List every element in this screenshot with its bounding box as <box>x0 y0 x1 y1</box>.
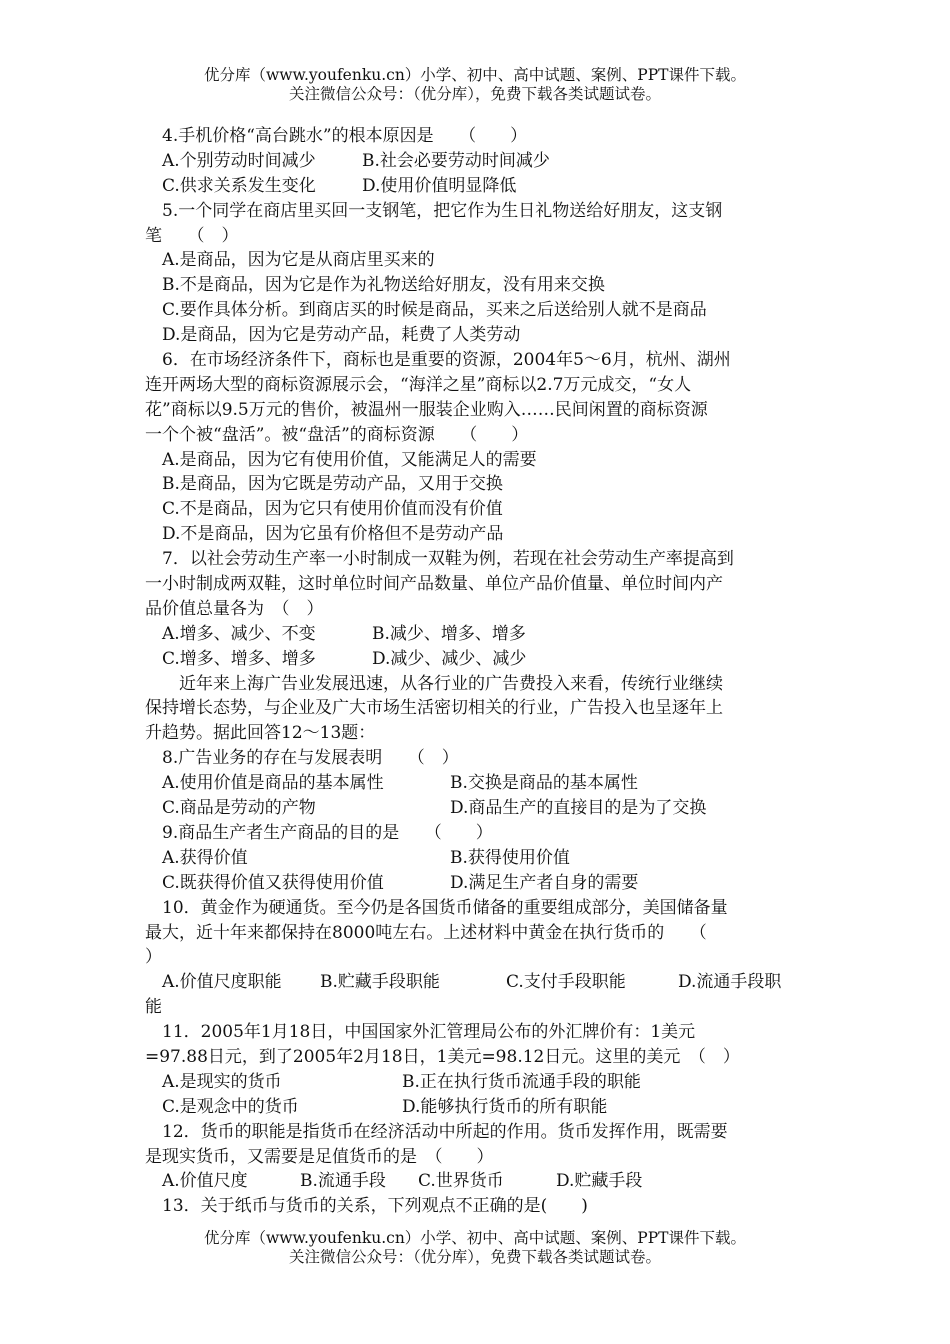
q6-option-d: D.不是商品，因为它虽有价格但不是劳动产品 <box>162 524 504 545</box>
q6-option-c: C.不是商品，因为它只有使用价值而没有价值 <box>162 499 503 520</box>
q10-option-d: D.流通手段职 <box>678 972 782 993</box>
q10-option-b: B.贮藏手段职能 <box>320 972 440 993</box>
q11-option-d: D.能够执行货币的所有职能 <box>402 1096 608 1117</box>
q10-stem-line3: ） <box>145 947 162 968</box>
q8-option-c: C.商品是劳动的产物 <box>162 798 316 819</box>
q7-option-c: C.增多、增多、增多 <box>162 648 316 669</box>
page-header <box>0 66 950 104</box>
q12-option-d: D.贮藏手段 <box>556 1171 643 1192</box>
passage-line3: 升趋势。据此回答12～13题： <box>145 723 376 744</box>
q10-option-a: A.价值尺度职能 <box>162 972 282 993</box>
q9-option-a: A.获得价值 <box>162 847 248 868</box>
passage-line1: 近年来上海广告业发展迅速，从各行业的广告费投入来看，传统行业继续 <box>179 673 723 694</box>
q4-stem: 4.手机价格“高台跳水”的根本原因是 （ ） <box>162 126 528 146</box>
footer-line-2: 关注微信公众号：（优分库），免费下载各类试题试卷。 <box>288 1248 661 1266</box>
q8-stem: 8.广告业务的存在与发展表明 （ ） <box>162 748 459 769</box>
q5-option-b: B.不是商品，因为它是作为礼物送给好朋友，没有用来交换 <box>162 275 605 296</box>
q6-stem-line4: 一个个被“盘活”。被“盘活”的商标资源 （ ） <box>145 424 529 445</box>
q11-options-row2 <box>145 1095 805 1120</box>
footer-line-1: 优分库（www.youfenku.cn）小学、初中、高中试题、案例、PPT课件下载。 <box>203 1229 747 1247</box>
q12-options-row <box>145 1169 805 1194</box>
q12-stem-line2: 是现实货币，又需要是足值货币的是 （ ） <box>145 1146 494 1167</box>
document-body <box>145 124 805 1219</box>
q9-option-b: B.获得使用价值 <box>450 847 570 868</box>
q8-options-row2 <box>145 796 805 821</box>
q13-stem: 13．关于纸币与货币的关系，下列观点不正确的是( ) <box>162 1196 588 1217</box>
q8-option-d: D.商品生产的直接目的是为了交换 <box>450 798 707 819</box>
q6-option-a: A.是商品，因为它有使用价值，又能满足人的需要 <box>162 449 537 470</box>
q11-stem-line1: 11．2005年1月18日，中国国家外汇管理局公布的外汇牌价有：1美元 <box>162 1022 696 1043</box>
q10-option-d-wrap: 能 <box>145 997 162 1018</box>
q12-option-b: B.流通手段 <box>300 1171 386 1192</box>
q4-options-row2 <box>145 174 805 199</box>
q4-option-d: D.使用价值明显降低 <box>362 175 517 196</box>
page-footer <box>0 1229 950 1267</box>
q7-option-b: B.减少、增多、增多 <box>372 623 526 644</box>
q5-stem-line1: 5.一个同学在商店里买回一支钢笔，把它作为生日礼物送给好朋友，这支钢 <box>162 200 723 221</box>
q12-option-c: C.世界货币 <box>418 1171 504 1192</box>
q11-option-c: C.是观念中的货币 <box>162 1096 299 1117</box>
q5-option-d: D.是商品，因为它是劳动产品，耗费了人类劳动 <box>162 325 521 346</box>
q10-stem-line2: 最大，近十年来都保持在8000吨左右。上述材料中黄金在执行货币的 （ <box>145 922 707 943</box>
q7-stem-line3: 品价值总量各为 （ ） <box>145 598 324 619</box>
q10-options-row <box>145 970 805 995</box>
passage-line2: 保持增长态势，与企业及广大市场生活密切相关的行业，广告投入也呈逐年上 <box>145 698 723 719</box>
q4-option-c: C.供求关系发生变化 <box>162 175 316 196</box>
header-line-2: 关注微信公众号：（优分库），免费下载各类试题试卷。 <box>288 85 661 103</box>
q9-option-d: D.满足生产者自身的需要 <box>450 872 639 893</box>
q9-options-row2 <box>145 871 805 896</box>
q10-option-c: C.支付手段职能 <box>506 972 626 993</box>
q8-option-b: B.交换是商品的基本属性 <box>450 773 638 794</box>
q5-stem-line2: 笔 （ ） <box>145 225 239 246</box>
q11-stem-line2: =97.88日元，到了2005年2月18日，1美元=98.12日元。这里的美元 （ ） <box>145 1046 740 1067</box>
q9-options-row1 <box>145 846 805 871</box>
q6-stem-line1: 6．在市场经济条件下，商标也是重要的资源，2004年5～6月，杭州、湖州 <box>162 350 731 371</box>
q9-option-c: C.既获得价值又获得使用价值 <box>162 872 384 893</box>
q4-options-row1 <box>145 149 805 174</box>
q10-stem-line1: 10．黄金作为硬通货。至今仍是各国货币储备的重要组成部分，美国储备量 <box>162 897 728 918</box>
q8-option-a: A.使用价值是商品的基本属性 <box>162 773 384 794</box>
header-line-1: 优分库（www.youfenku.cn）小学、初中、高中试题、案例、PPT课件下载。 <box>203 66 747 84</box>
q7-options-row1 <box>145 622 805 647</box>
q6-option-b: B.是商品，因为它既是劳动产品，又用于交换 <box>162 474 503 495</box>
q5-option-c: C.要作具体分析。到商店买的时候是商品，买来之后送给别人就不是商品 <box>162 300 707 321</box>
q4-option-b: B.社会必要劳动时间减少 <box>362 150 550 171</box>
q6-stem-line2: 连开两场大型的商标资源展示会，“海洋之星”商标以2.7万元成交，“女人 <box>145 374 692 395</box>
q7-stem-line2: 一小时制成两双鞋，这时单位时间产品数量、单位产品价值量、单位时间内产 <box>145 574 723 595</box>
q7-options-row2 <box>145 647 805 672</box>
q5-option-a: A.是商品，因为它是从商店里买来的 <box>162 250 435 271</box>
q4-option-a: A.个别劳动时间减少 <box>162 150 316 171</box>
q12-option-a: A.价值尺度 <box>162 1171 248 1192</box>
q12-stem-line1: 12．货币的职能是指货币在经济活动中所起的作用。货币发挥作用，既需要 <box>162 1121 728 1142</box>
q11-options-row1 <box>145 1070 805 1095</box>
q11-option-a: A.是现实的货币 <box>162 1071 282 1092</box>
q7-stem-line1: 7．以社会劳动生产率一小时制成一双鞋为例，若现在社会劳动生产率提高到 <box>162 549 734 570</box>
q7-option-d: D.减少、减少、减少 <box>372 648 527 669</box>
q9-stem: 9.商品生产者生产商品的目的是 （ ） <box>162 822 493 843</box>
q6-stem-line3: 花”商标以9.5万元的售价，被温州一服装企业购入……民间闲置的商标资源 <box>145 399 708 420</box>
q7-option-a: A.增多、减少、不变 <box>162 623 316 644</box>
q11-option-b: B.正在执行货币流通手段的职能 <box>402 1071 641 1092</box>
q8-options-row1 <box>145 771 805 796</box>
